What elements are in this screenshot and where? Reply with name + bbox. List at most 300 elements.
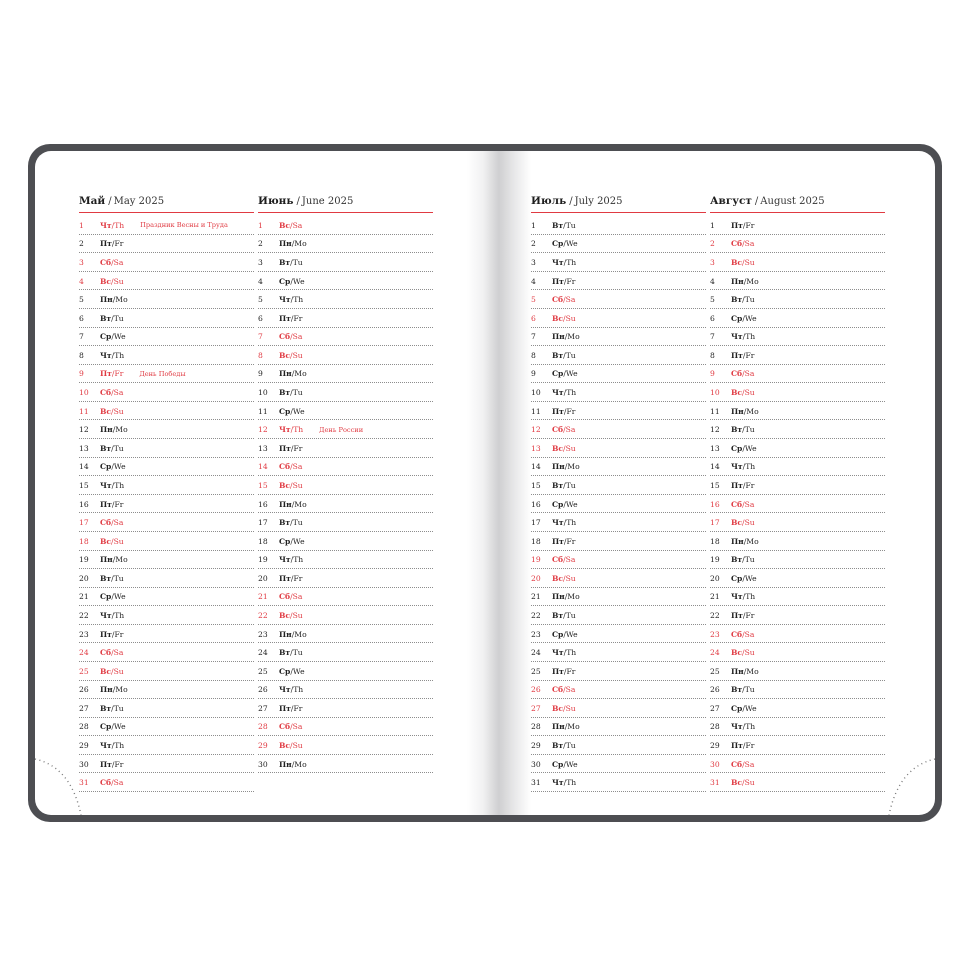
day-number: 17	[710, 518, 720, 528]
day-row	[79, 514, 254, 532]
day-row	[258, 496, 433, 514]
weekday-separator: /	[563, 666, 567, 676]
day-row	[710, 384, 885, 402]
weekday-ru: Пт	[100, 239, 112, 249]
day-number: 26	[710, 685, 720, 695]
day-number: 23	[258, 629, 268, 639]
weekday-en: Mo	[294, 629, 307, 639]
weekday-ru: Сб	[731, 499, 743, 509]
day-number: 31	[710, 778, 720, 788]
weekday-en: Th	[566, 258, 577, 267]
weekday-en: We	[292, 536, 305, 546]
weekday-en: We	[565, 499, 578, 509]
weekday-separator: /	[563, 480, 566, 490]
day-row	[531, 236, 706, 254]
weekday-separator: /	[290, 610, 293, 620]
weekday-en: Th	[566, 778, 577, 788]
day-number: 9	[710, 369, 715, 379]
day-number: 2	[531, 239, 536, 249]
weekday-ru: Ср	[552, 759, 564, 769]
day-number: 20	[258, 573, 268, 583]
weekday-separator: /	[563, 573, 566, 583]
weekday-ru: Сб	[731, 239, 743, 249]
weekday-en: Mo	[294, 239, 307, 249]
weekday-ru: Пт	[100, 629, 112, 639]
day-number: 14	[710, 462, 720, 472]
weekday-separator: /	[743, 536, 747, 546]
day-number: 7	[531, 332, 536, 342]
day-row	[258, 626, 433, 644]
weekday-ru: Пт	[731, 610, 743, 620]
weekday-ru: Вс	[552, 573, 564, 583]
weekday-separator: /	[743, 276, 747, 286]
day-row	[710, 254, 885, 272]
day-row	[258, 291, 433, 309]
weekday-ru: Сб	[552, 425, 564, 435]
day-row	[258, 644, 433, 662]
weekday-ru: Сб	[100, 648, 112, 658]
weekday-en: Th	[293, 685, 304, 695]
day-number: 3	[258, 258, 263, 267]
weekday-ru: Ср	[731, 703, 743, 713]
weekday-en: Mo	[567, 592, 580, 602]
weekday-ru: Ср	[552, 499, 564, 509]
day-number: 11	[710, 406, 720, 416]
weekday-en: Su	[113, 666, 124, 676]
day-number: 1	[710, 220, 715, 230]
weekday-ru: Пт	[279, 313, 291, 323]
weekday-en: We	[292, 406, 305, 416]
weekday-en: Fr	[293, 703, 303, 713]
day-row	[79, 328, 254, 346]
weekday-separator: /	[290, 276, 293, 286]
weekday-ru: Вт	[552, 480, 564, 490]
day-number: 11	[79, 406, 89, 416]
weekday-ru: Ср	[100, 722, 112, 732]
weekday-separator: /	[563, 685, 566, 695]
weekday-separator: /	[563, 499, 566, 509]
weekday-en: Su	[744, 388, 755, 398]
weekday-separator: /	[290, 220, 293, 230]
day-row	[531, 774, 706, 792]
weekday-en: Su	[292, 350, 303, 360]
day-row	[79, 496, 254, 514]
month-header	[710, 195, 885, 213]
day-row	[258, 236, 433, 254]
weekday-separator: /	[290, 666, 293, 676]
day-row	[710, 607, 885, 625]
weekday-ru: Сб	[731, 369, 743, 379]
day-row	[258, 681, 433, 699]
weekday-en: Th	[566, 518, 577, 528]
day-number: 9	[258, 369, 263, 379]
holiday-note: День России	[319, 425, 364, 434]
weekday-ru: Пн	[279, 499, 292, 509]
weekday-separator: /	[291, 239, 295, 249]
weekday-separator: /	[563, 388, 567, 398]
weekday-en: Su	[744, 778, 755, 788]
day-row	[79, 347, 254, 365]
day-row	[531, 328, 706, 346]
weekday-ru: Вс	[279, 480, 291, 490]
weekday-en: We	[744, 443, 757, 453]
weekday-en: Fr	[745, 220, 755, 230]
day-row	[710, 681, 885, 699]
weekday-en: We	[292, 666, 305, 676]
weekday-en: Fr	[745, 610, 755, 620]
weekday-ru: Пн	[731, 276, 744, 286]
weekday-en: Tu	[113, 573, 124, 583]
weekday-ru: Пн	[731, 406, 744, 416]
weekday-ru: Пт	[279, 573, 291, 583]
weekday-separator: /	[111, 610, 115, 620]
day-row	[531, 644, 706, 662]
weekday-separator: /	[563, 220, 566, 230]
day-row	[79, 774, 254, 792]
weekday-separator: /	[563, 555, 566, 565]
weekday-en: We	[113, 462, 126, 472]
day-row	[710, 551, 885, 569]
weekday-ru: Пн	[552, 332, 565, 342]
day-number: 26	[79, 685, 89, 695]
weekday-separator: /	[111, 239, 115, 249]
weekday-en: We	[744, 703, 757, 713]
day-number: 27	[710, 703, 720, 713]
weekday-ru: Вс	[731, 388, 743, 398]
day-number: 15	[79, 480, 89, 490]
weekday-ru: Пт	[279, 443, 291, 453]
day-row	[531, 737, 706, 755]
weekday-en: Fr	[293, 313, 303, 323]
weekday-en: Su	[744, 518, 755, 528]
weekday-ru: Вт	[552, 741, 564, 751]
weekday-ru: Чт	[552, 518, 564, 528]
weekday-en: Mo	[115, 425, 128, 435]
day-number: 17	[531, 518, 541, 528]
weekday-en: Sa	[744, 759, 755, 769]
day-row	[710, 644, 885, 662]
weekday-en: Sa	[292, 332, 303, 342]
weekday-separator: /	[742, 555, 745, 565]
day-row	[531, 217, 706, 235]
weekday-en: Tu	[565, 480, 576, 490]
weekday-separator: /	[111, 220, 115, 230]
day-number: 25	[258, 666, 268, 676]
weekday-ru: Вс	[100, 536, 112, 546]
day-row	[258, 570, 433, 588]
weekday-separator: /	[742, 685, 745, 695]
weekday-ru: Вс	[552, 313, 564, 323]
day-row	[79, 477, 254, 495]
holiday-note: День Победы	[139, 369, 186, 378]
day-number: 12	[79, 425, 89, 435]
weekday-separator: /	[290, 388, 293, 398]
weekday-en: Tu	[113, 703, 124, 713]
day-number: 7	[79, 332, 84, 342]
weekday-separator: /	[290, 518, 293, 528]
weekday-en: We	[292, 276, 305, 286]
weekday-separator: /	[111, 332, 114, 342]
weekday-ru: Ср	[731, 313, 743, 323]
weekday-en: Sa	[113, 648, 124, 658]
month-name-ru: Июль	[531, 195, 567, 207]
weekday-ru: Чт	[731, 332, 743, 342]
day-number: 23	[710, 629, 720, 639]
day-row	[710, 496, 885, 514]
day-number: 22	[531, 610, 541, 620]
weekday-ru: Чт	[552, 258, 564, 267]
weekday-en: Sa	[565, 685, 576, 695]
day-number: 4	[531, 276, 536, 286]
day-number: 20	[531, 573, 541, 583]
weekday-separator: /	[563, 295, 566, 305]
day-number: 1	[531, 220, 536, 230]
weekday-ru: Пт	[552, 666, 564, 676]
weekday-ru: Пт	[552, 276, 564, 286]
weekday-separator: /	[112, 295, 116, 305]
weekday-en: Tu	[565, 741, 576, 751]
day-row	[258, 347, 433, 365]
weekday-ru: Пн	[731, 666, 744, 676]
day-number: 25	[531, 666, 541, 676]
weekday-separator: /	[111, 759, 115, 769]
weekday-en: Th	[745, 332, 756, 342]
day-number: 9	[531, 369, 536, 379]
day-row	[531, 681, 706, 699]
month-column-august	[710, 195, 885, 792]
month-name-en: July 2025	[574, 196, 623, 207]
weekday-separator: /	[290, 406, 293, 416]
day-number: 6	[79, 313, 84, 323]
weekday-separator: /	[290, 443, 294, 453]
weekday-ru: Сб	[279, 592, 291, 602]
weekday-ru: Пт	[552, 536, 564, 546]
weekday-separator: /	[111, 629, 115, 639]
weekday-en: Mo	[567, 462, 580, 472]
weekday-separator: /	[563, 778, 567, 788]
month-header	[531, 195, 706, 213]
day-number: 30	[531, 759, 541, 769]
weekday-en: Tu	[565, 350, 576, 360]
weekday-ru: Сб	[731, 629, 743, 639]
weekday-en: Th	[566, 388, 577, 398]
day-row	[531, 366, 706, 384]
weekday-separator: /	[742, 722, 746, 732]
weekday-en: Th	[114, 220, 125, 230]
day-row	[710, 236, 885, 254]
weekday-en: Fr	[566, 406, 576, 416]
weekday-en: Fr	[566, 536, 576, 546]
weekday-en: Sa	[292, 220, 303, 230]
day-row	[710, 737, 885, 755]
day-number: 28	[710, 722, 720, 732]
weekday-en: Su	[565, 443, 576, 453]
weekday-en: Mo	[746, 536, 759, 546]
day-row	[79, 254, 254, 272]
weekday-separator: /	[742, 610, 746, 620]
weekday-ru: Сб	[279, 462, 291, 472]
day-number: 4	[710, 276, 715, 286]
weekday-en: Sa	[113, 388, 124, 398]
day-row	[79, 236, 254, 254]
day-row	[258, 533, 433, 551]
weekday-separator: /	[111, 741, 115, 751]
weekday-ru: Вс	[279, 741, 291, 751]
weekday-separator: /	[564, 332, 568, 342]
day-number: 13	[531, 443, 541, 453]
weekday-ru: Чт	[100, 610, 112, 620]
day-row	[258, 589, 433, 607]
day-number: 22	[79, 610, 89, 620]
day-row	[531, 273, 706, 291]
weekday-en: We	[565, 369, 578, 379]
day-number: 12	[258, 425, 268, 435]
weekday-ru: Ср	[279, 406, 291, 416]
weekday-ru: Вт	[552, 610, 564, 620]
day-number: 18	[258, 536, 268, 546]
weekday-separator: /	[564, 722, 568, 732]
weekday-separator: /	[111, 480, 115, 490]
weekday-separator: /	[111, 406, 114, 416]
weekday-en: Tu	[744, 555, 755, 565]
day-number: 15	[258, 480, 268, 490]
day-number: 29	[258, 741, 268, 751]
planner-spread	[35, 151, 935, 815]
month-name-ru: Август	[710, 195, 752, 207]
weekday-separator: /	[290, 462, 293, 472]
day-row	[531, 459, 706, 477]
weekday-ru: Сб	[731, 759, 743, 769]
weekday-separator: /	[563, 369, 566, 379]
weekday-en: Fr	[293, 573, 303, 583]
day-row	[710, 774, 885, 792]
weekday-separator: /	[111, 648, 114, 658]
day-number: 25	[710, 666, 720, 676]
weekday-ru: Чт	[100, 350, 112, 360]
day-row	[531, 700, 706, 718]
day-row	[710, 347, 885, 365]
weekday-separator: /	[111, 592, 114, 602]
weekday-separator: /	[742, 703, 745, 713]
weekday-ru: Вт	[552, 350, 564, 360]
weekday-en: Sa	[744, 239, 755, 249]
weekday-ru: Ср	[100, 332, 112, 342]
weekday-ru: Вт	[731, 555, 743, 565]
weekday-ru: Вт	[731, 295, 743, 305]
weekday-separator: /	[742, 350, 746, 360]
day-row	[258, 737, 433, 755]
weekday-separator: /	[563, 276, 567, 286]
weekday-separator: /	[563, 648, 567, 658]
weekday-ru: Пт	[279, 703, 291, 713]
day-row	[710, 570, 885, 588]
day-row	[258, 217, 433, 235]
day-row	[258, 514, 433, 532]
weekday-separator: /	[563, 443, 566, 453]
weekday-separator: /	[290, 741, 293, 751]
weekday-en: Tu	[113, 313, 124, 323]
weekday-ru: Сб	[552, 685, 564, 695]
weekday-ru: Пт	[100, 499, 112, 509]
month-column-may	[79, 195, 254, 792]
weekday-separator: /	[564, 462, 568, 472]
day-row	[258, 477, 433, 495]
weekday-en: Th	[114, 350, 125, 360]
weekday-ru: Вс	[731, 518, 743, 528]
day-row	[531, 384, 706, 402]
weekday-ru: Вт	[279, 518, 291, 528]
weekday-en: Su	[113, 406, 124, 416]
day-number: 8	[258, 350, 263, 360]
day-row	[79, 644, 254, 662]
day-number: 5	[531, 295, 536, 305]
day-row	[79, 421, 254, 439]
weekday-ru: Вт	[731, 425, 743, 435]
weekday-separator: /	[111, 462, 114, 472]
day-row	[79, 589, 254, 607]
weekday-separator: /	[290, 332, 293, 342]
weekday-ru: Сб	[100, 778, 112, 788]
weekday-en: We	[113, 592, 126, 602]
weekday-separator: /	[742, 573, 745, 583]
day-row	[258, 366, 433, 384]
day-row	[79, 737, 254, 755]
weekday-separator: /	[111, 388, 114, 398]
day-number: 30	[710, 759, 720, 769]
weekday-separator: /	[291, 499, 295, 509]
day-row	[531, 347, 706, 365]
weekday-en: Fr	[114, 369, 124, 379]
weekday-separator: /	[742, 480, 746, 490]
weekday-en: Th	[745, 722, 756, 732]
weekday-en: Su	[292, 610, 303, 620]
month-name-ru: Июнь	[258, 195, 294, 207]
weekday-en: Sa	[744, 499, 755, 509]
day-row	[79, 756, 254, 774]
weekday-en: Tu	[744, 425, 755, 435]
weekday-ru: Вс	[100, 666, 112, 676]
day-row	[710, 328, 885, 346]
day-number: 3	[79, 258, 84, 267]
day-list	[710, 217, 885, 792]
weekday-ru: Ср	[552, 629, 564, 639]
weekday-ru: Сб	[552, 555, 564, 565]
weekday-en: Fr	[745, 350, 755, 360]
weekday-ru: Чт	[279, 685, 291, 695]
weekday-en: Mo	[294, 499, 307, 509]
weekday-en: Tu	[292, 518, 303, 528]
day-number: 10	[710, 388, 720, 398]
weekday-en: Su	[113, 536, 124, 546]
day-number: 12	[710, 425, 720, 435]
day-number: 13	[79, 443, 89, 453]
day-number: 31	[531, 778, 541, 788]
weekday-en: Th	[745, 462, 756, 472]
weekday-en: We	[565, 239, 578, 249]
day-row	[531, 533, 706, 551]
weekday-separator: /	[742, 369, 745, 379]
weekday-separator: /	[111, 369, 115, 379]
weekday-separator: /	[290, 480, 293, 490]
weekday-en: Mo	[115, 555, 128, 565]
weekday-en: Tu	[292, 388, 303, 398]
day-row	[710, 663, 885, 681]
month-column-july	[531, 195, 706, 792]
day-number: 25	[79, 666, 89, 676]
weekday-separator: /	[111, 313, 114, 323]
day-row	[258, 663, 433, 681]
weekday-en: Fr	[293, 443, 303, 453]
